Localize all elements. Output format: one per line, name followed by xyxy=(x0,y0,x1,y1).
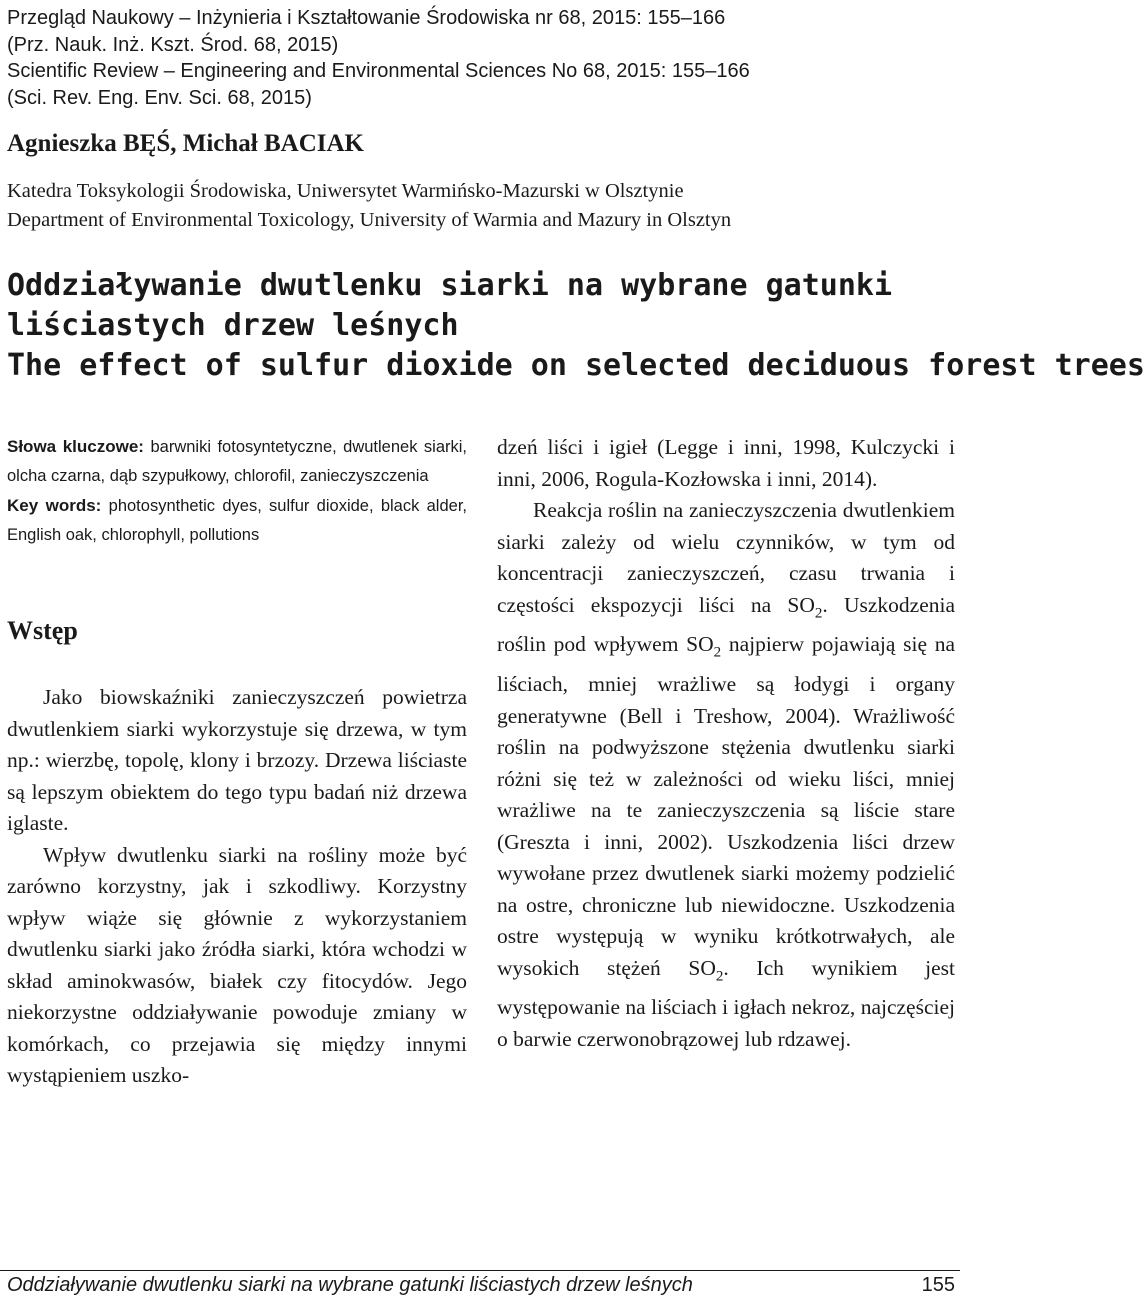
paragraph: dzeń liści i igieł (Legge i inni, 1998, Kulczycki i inni, 2006, Rogula-Kozłowska i inni, 2014). xyxy=(497,435,955,491)
text-run: Reakcja roślin na zanieczyszczenia dwutlenkiem siarki zależy od wielu czynników, w tym od koncentracji zanieczyszczeń, czasu trwania i częstości ekspozycji liści na SO xyxy=(497,498,955,617)
keywords-pl-text: barwniki fotosyntetyczne, dwutlenek siarki, olcha czarna, dąb szypułkowy, chlorofil, zanieczyszczenia xyxy=(7,438,468,485)
left-column xyxy=(7,432,467,1092)
text-run: . Uszkodzenia roślin pod wpływem SO xyxy=(497,592,955,657)
keywords-pl-label: Słowa kluczowe: xyxy=(7,437,144,456)
keywords-en xyxy=(7,491,467,550)
paragraph xyxy=(497,495,955,1055)
right-text xyxy=(497,432,955,1055)
keywords-pl xyxy=(7,432,467,491)
affiliation-en: Department of Environmental Toxicology, University of Warmia and Mazury in Olsztyn xyxy=(7,209,732,231)
intro-text xyxy=(7,682,467,1092)
header-line: (Sci. Rev. Eng. Env. Sci. 68, 2015) xyxy=(7,86,312,109)
title-pl-line2: liściastych drzew leśnych xyxy=(7,308,459,343)
paragraph: Jako biowskaźniki zanieczyszczeń powietrza dwutlenkiem siarki wykorzystuje się drzewa, w tym np.: wierzbę, topolę, klony i brzozy. Drzewa liściaste są lepszym obiektem do tego typu badań niż drzewa iglaste. xyxy=(7,685,467,835)
authors: Agnieszka BĘŚ, Michał BACIAK xyxy=(7,130,364,157)
keywords-block xyxy=(7,432,467,550)
header-line: (Prz. Nauk. Inż. Kszt. Środ. 68, 2015) xyxy=(7,33,339,56)
header-line: Scientific Review – Engineering and Environmental Sciences No 68, 2015: 155–166 xyxy=(7,60,750,82)
header-line: Przegląd Naukowy – Inżynieria i Kształtowanie Środowiska nr 68, 2015: 155–166 xyxy=(7,7,726,29)
running-title: Oddziaływanie dwutlenku siarki na wybrane gatunki liściastych drzew leśnych xyxy=(7,1274,693,1296)
journal-header xyxy=(7,5,947,111)
text-run: . Ich wynikiem jest występowanie na liściach i igłach nekroz, najczęściej o barwie czerwonobrązowej lub rdzawej. xyxy=(497,955,955,1051)
affiliation xyxy=(7,177,731,235)
keywords-en-label: Key words: xyxy=(7,496,102,515)
title-en: The effect of sulfur dioxide on selected deciduous forest trees xyxy=(7,348,1145,383)
page-number: 155 xyxy=(921,1274,955,1296)
title-pl-line1: Oddziaływanie dwutlenku siarki na wybrane gatunki xyxy=(7,268,893,303)
page-footer xyxy=(7,1274,955,1297)
article-title xyxy=(7,266,1145,386)
subscript: 2 xyxy=(814,604,823,621)
footer-divider xyxy=(0,1270,960,1271)
subscript: 2 xyxy=(713,644,722,661)
section-heading: Wstęp xyxy=(7,616,78,645)
paragraph: Wpływ dwutlenku siarki na rośliny może być zarówno korzystny, jak i szkodliwy. Korzystny wpływ wiąże się głównie z wykorzystaniem dwutlenku siarki jako źródła siarki, która wchodzi w skład aminokwasów, białek czy fitocydów. Jego niekorzystne oddziaływanie powoduje zmiany w komórkach, co przejawia się między innymi wystąpieniem uszko- xyxy=(7,842,467,1087)
keywords-en-text: photosynthetic dyes, sulfur dioxide, black alder, English oak, chlorophyll, pollutions xyxy=(7,497,467,544)
affiliation-pl: Katedra Toksykologii Środowiska, Uniwersytet Warmińsko-Mazurski w Olsztynie xyxy=(7,180,684,202)
subscript: 2 xyxy=(715,967,724,984)
right-column xyxy=(497,432,955,1055)
text-run: najpierw pojawiają się na liściach, mniej wrażliwe są łodygi i organy generatywne (Bell i Treshow, 2004). Wrażliwość roślin na podwyższone stężenia dwutlenku siarki różni się też w zależności od wieku liści, mniej wrażliwe na te zanieczyszczenia są liście stare (Greszta i inni, 2002). Uszkodzenia liści drzew wywołane przez dwutlenek siarki możemy podzielić na ostre, chroniczne lub niewidoczne. Uszkodzenia ostre występują w wyniku krótkotrwałych, ale wysokich stężeń SO xyxy=(497,632,955,980)
